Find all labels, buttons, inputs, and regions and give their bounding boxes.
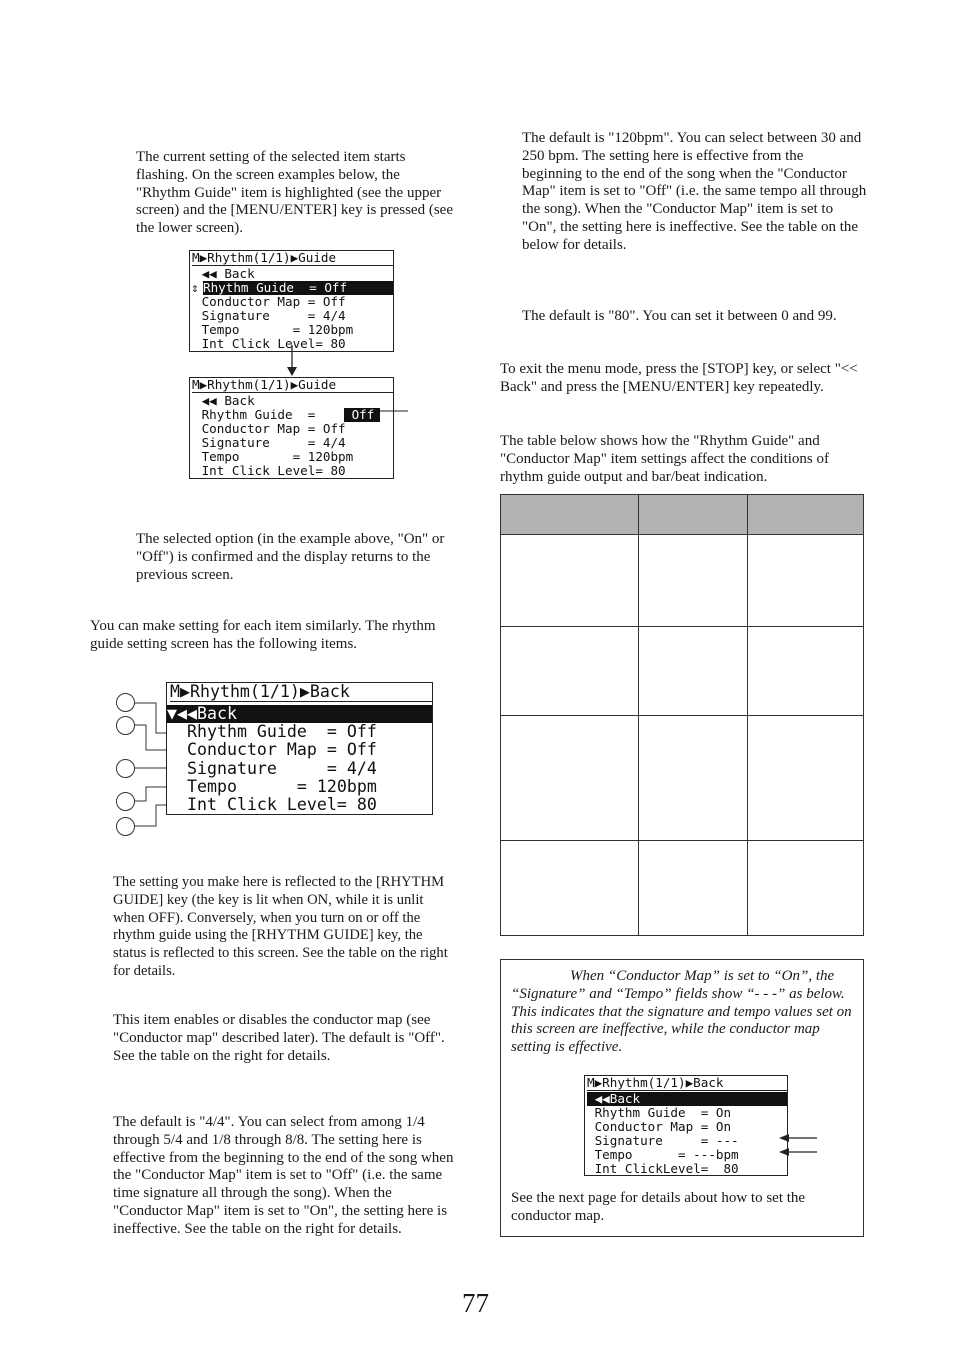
note-text: When “Conductor Map” is set to “On”, the “Signature” and “Tempo” fields show “- - -” as below. This indicates that the signature and tempo values set on this screen are ineffective, while the conductor map setting is effective. (511, 968, 852, 1056)
lcd-screen-lower (189, 377, 394, 479)
lcd-conductor-map: Conductor Map = Off (187, 740, 377, 759)
callout-circle-4 (116, 792, 135, 811)
lcd-int-click-level: Int ClickLevel= 80 (587, 1161, 739, 1176)
lcd-rhythm-guide-highlighted: Rhythm Guide = Off (203, 281, 393, 295)
paragraph-conductor-map: This item enables or disables the conductor map (see "Conductor map" described later). The default is "Off". See the table on the right for details. (113, 1012, 445, 1064)
paragraph-int-click-level: The default is "80". You can set it between 0 and 99. (522, 308, 837, 324)
note-box (500, 959, 864, 1237)
lcd-signature: Signature = --- (587, 1133, 739, 1148)
paragraph-current-setting: The current setting of the selected item starts flashing. On the screen examples below, the "Rhythm Guide" item is highlighted (see the upper screen) and the [MENU/ENTER] key is pressed (see the lower screen). (136, 149, 453, 237)
lcd-int-click-level: Int Click Level= 80 (187, 795, 377, 814)
lcd-title: M▶Rhythm(1/1)▶Guide (192, 251, 393, 266)
note-footer: See the next page for details about how to set the conductor map. (511, 1190, 806, 1224)
lcd-title: M▶Rhythm(1/1)▶Back (170, 683, 432, 702)
page-number: 77 (462, 1288, 489, 1318)
lcd-int-click-level: Int Click Level= 80 (194, 336, 346, 351)
lcd-conductor-map: Conductor Map = On (587, 1119, 732, 1134)
lcd-rhythm-guide: Rhythm Guide = On (587, 1105, 732, 1120)
lcd-signature: Signature = 4/4 (194, 308, 346, 323)
lcd-title: M▶Rhythm(1/1)▶Back (587, 1076, 787, 1091)
lcd-signature: Signature = 4/4 (187, 759, 377, 778)
lcd-tempo: Tempo = 120bpm (187, 777, 377, 796)
paragraph-rhythm-guide: The setting you make here is reflected to the [RHYTHM GUIDE] key (the key is lit when ON, while it is unlit when OFF). Conversely, when you turn on or off the rhythm guide using the [RHYTHM GUIDE] key, the status is reflected to this screen. See the table on the right for details. (113, 874, 448, 979)
lcd-back-item: ◀◀ Back (194, 266, 255, 281)
callout-line (380, 405, 410, 415)
lcd-conductor-map: Conductor Map = Off (194, 294, 346, 309)
lcd-tempo: Tempo = 120bpm (194, 322, 354, 337)
table-header-row (501, 495, 863, 534)
lcd-title: M▶Rhythm(1/1)▶Guide (192, 378, 393, 393)
paragraph-tempo: The default is "120bpm". You can select between 30 and 250 bpm. The setting here is effective from the beginning to the end of the song when the "Conductor Map" item is set to "Off" (i.e. the same tempo all through the song). When the "Conductor Map" item is set to "On", the setting here is ineffective. See the table on the below for details. (522, 130, 867, 253)
callout-circle-5 (116, 817, 135, 836)
lcd-rhythm-guide-label: Rhythm Guide = (194, 407, 316, 422)
paragraph-setting-items: You can make setting for each item similarly. The rhythm guide setting screen has the following items. (90, 618, 436, 652)
lcd-back-item: ◀◀ Back (194, 393, 255, 408)
table-row-divider (501, 715, 863, 716)
lcd-tempo: Tempo = 120bpm (194, 449, 354, 464)
table-row-divider (501, 626, 863, 627)
lcd-int-click-level: Int Click Level= 80 (194, 463, 346, 478)
paragraph-exit-menu: To exit the menu mode, press the [STOP] key, or select "<< Back" and press the [MENU/ENTER] key repeatedly. (500, 361, 858, 395)
paragraph-signature: The default is "4/4". You can select from among 1/4 through 5/4 and 1/8 through 8/8. The setting here is effective from the beginning to the end of the song when the "Conductor Map" item is set to "Off" (i.e. the same time signature all through the song). When the "Conductor Map" item is set to "On", the setting here is ineffective. See the table on the right for details. (113, 1114, 454, 1237)
scroll-marker-icon: ⇕ (191, 280, 199, 295)
lcd-back-item-highlighted: ◀◀Back (587, 1092, 787, 1106)
callout-circle-3 (116, 759, 135, 778)
table-row-divider (501, 840, 863, 841)
settings-table (500, 494, 864, 936)
lcd-screen-upper (189, 250, 394, 352)
paragraph-table-intro: The table below shows how the "Rhythm Guide" and "Conductor Map" item settings affect the conditions of rhythm guide output and bar/beat indication. (500, 433, 829, 485)
lcd-screen-conductor-on (584, 1075, 788, 1176)
lcd-screen-items (166, 682, 433, 815)
callout-circle-2 (116, 716, 135, 735)
lcd-rhythm-guide: Rhythm Guide = Off (187, 722, 377, 741)
paragraph-option-confirmed: The selected option (in the example above, "On" or "Off") is confirmed and the display returns to the previous screen. (136, 531, 445, 583)
table-row-divider (501, 534, 863, 535)
lcd-rhythm-guide-value-flashing: Off (344, 408, 380, 422)
lcd-signature: Signature = 4/4 (194, 435, 346, 450)
callout-circle-1 (116, 693, 135, 712)
down-arrow-icon (282, 345, 302, 377)
lcd-conductor-map: Conductor Map = Off (194, 421, 346, 436)
lcd-tempo: Tempo = ---bpm (587, 1147, 739, 1162)
left-arrow-icon (779, 1132, 819, 1160)
lcd-back-item-highlighted: ▼◀◀Back (167, 705, 432, 723)
